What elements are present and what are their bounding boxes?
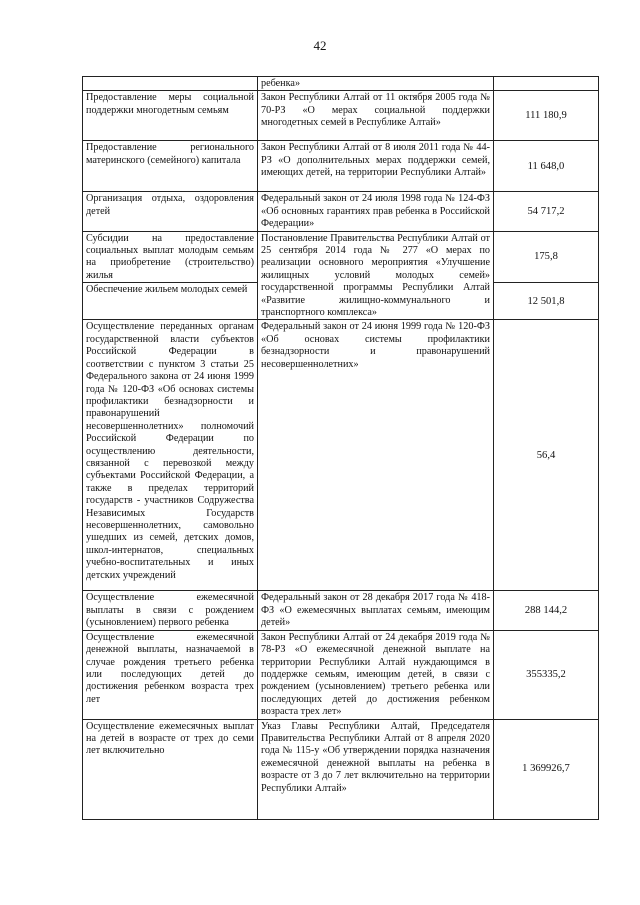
legal-basis-cell: Федеральный закон от 24 июня 1999 года № 120-ФЗ «Об основах системы профилактики безнадзорности и правонарушений несовершеннолетних» bbox=[258, 320, 494, 591]
amount-cell: 175,8 bbox=[494, 231, 599, 283]
amount-cell: 54 717,2 bbox=[494, 192, 599, 231]
measure-cell: Осуществление ежемесячных выплат на детей в возрасте от трех до семи лет включительно bbox=[83, 719, 258, 819]
measure-cell bbox=[83, 77, 258, 91]
legal-basis-cell: Закон Республики Алтай от 8 июля 2011 года № 44-РЗ «О дополнительных мерах поддержки семей, имеющих детей, на территории Республики Алтай» bbox=[258, 141, 494, 192]
amount-cell: 12 501,8 bbox=[494, 283, 599, 320]
legal-basis-cell: Указ Главы Республики Алтай, Председателя Правительства Республики Алтай от 8 апреля 2020 года № 115-у «Об утверждении порядка назначения ежемесячной денежной выплаты на ребенка в возрасте от 3 до 7 лет включительно на территории Республики Алтай» bbox=[258, 719, 494, 819]
legal-basis-cell: Закон Республики Алтай от 11 октября 2005 года № 70-РЗ «О мерах социальной поддержки многодетных семей в Республике Алтай» bbox=[258, 91, 494, 141]
legal-basis-cell: ребенка» bbox=[258, 77, 494, 91]
page-number: 42 bbox=[313, 38, 327, 53]
measure-cell: Субсидии на предоставление социальных выплат молодым семьям на приобретение (строительство) жилья bbox=[83, 231, 258, 283]
table-row bbox=[83, 91, 599, 141]
amount-cell: 355335,2 bbox=[494, 630, 599, 719]
measure-cell: Организация отдыха, оздоровления детей bbox=[83, 192, 258, 231]
amount-cell: 11 648,0 bbox=[494, 141, 599, 192]
measure-cell: Обеспечение жильем молодых семей bbox=[83, 283, 258, 320]
measure-cell: Предоставление меры социальной поддержки многодетным семьям bbox=[83, 91, 258, 141]
table-row bbox=[83, 141, 599, 192]
amount-cell bbox=[494, 77, 599, 91]
table-row bbox=[83, 320, 599, 591]
measure-cell: Осуществление переданных органам государственной власти субъектов Российской Федерации в соответствии с пунктом 3 статьи 25 Федерального закона от 24 июня 1999 года № 120-ФЗ «Об основах системы профилактики безнадзорности и правонарушений несовершеннолетних» полномочий Российской Федерации по осуществлению деятельности, связанной с перевозкой между субъектами Российской Федерации, а также в пределах территорий государств - участников Содружества Независимых Государств несовершеннолетних, самовольно ушедших из семей, детских домов, школ-интернатов, специальных учебно-воспитательных и иных детских учреждений bbox=[83, 320, 258, 591]
table-row bbox=[83, 719, 599, 819]
table-row bbox=[83, 192, 599, 231]
table-row bbox=[83, 591, 599, 630]
table-row bbox=[83, 231, 599, 283]
budget-table bbox=[82, 76, 599, 820]
amount-cell: 288 144,2 bbox=[494, 591, 599, 630]
legal-basis-cell: Федеральный закон от 24 июля 1998 года № 124-ФЗ «Об основных гарантиях прав ребенка в Российской Федерации» bbox=[258, 192, 494, 231]
measure-cell: Осуществление ежемесячной денежной выплаты, назначаемой в случае рождения третьего ребенка или последующих детей до достижения ребенком возраста трех лет bbox=[83, 630, 258, 719]
amount-cell: 1 369926,7 bbox=[494, 719, 599, 819]
amount-cell: 111 180,9 bbox=[494, 91, 599, 141]
table-row bbox=[83, 630, 599, 719]
table-row bbox=[83, 77, 599, 91]
measure-cell: Предоставление регионального материнского (семейного) капитала bbox=[83, 141, 258, 192]
measure-cell: Осуществление ежемесячной выплаты в связи с рождением (усыновлением) первого ребенка bbox=[83, 591, 258, 630]
legal-basis-cell: Постановление Правительства Республики Алтай от 25 сентября 2014 года № 277 «О мерах по реализации основного мероприятия «Улучшение жилищных условий молодых семей» государственной программы Республики Алтай «Развитие жилищно-коммунального и транспортного комплекса» bbox=[258, 231, 494, 320]
amount-cell: 56,4 bbox=[494, 320, 599, 591]
legal-basis-cell: Закон Республики Алтай от 24 декабря 2019 года № 78-РЗ «О ежемесячной денежной выплате на территории Республики Алтай нуждающимся в поддержке семьям, имеющим детей, в связи с рождением (усыновлением) третьего ребенка или последующих детей до достижения ребенком возраста трех лет» bbox=[258, 630, 494, 719]
legal-basis-cell: Федеральный закон от 28 декабря 2017 года № 418-ФЗ «О ежемесячных выплатах семьям, имеющим детей» bbox=[258, 591, 494, 630]
